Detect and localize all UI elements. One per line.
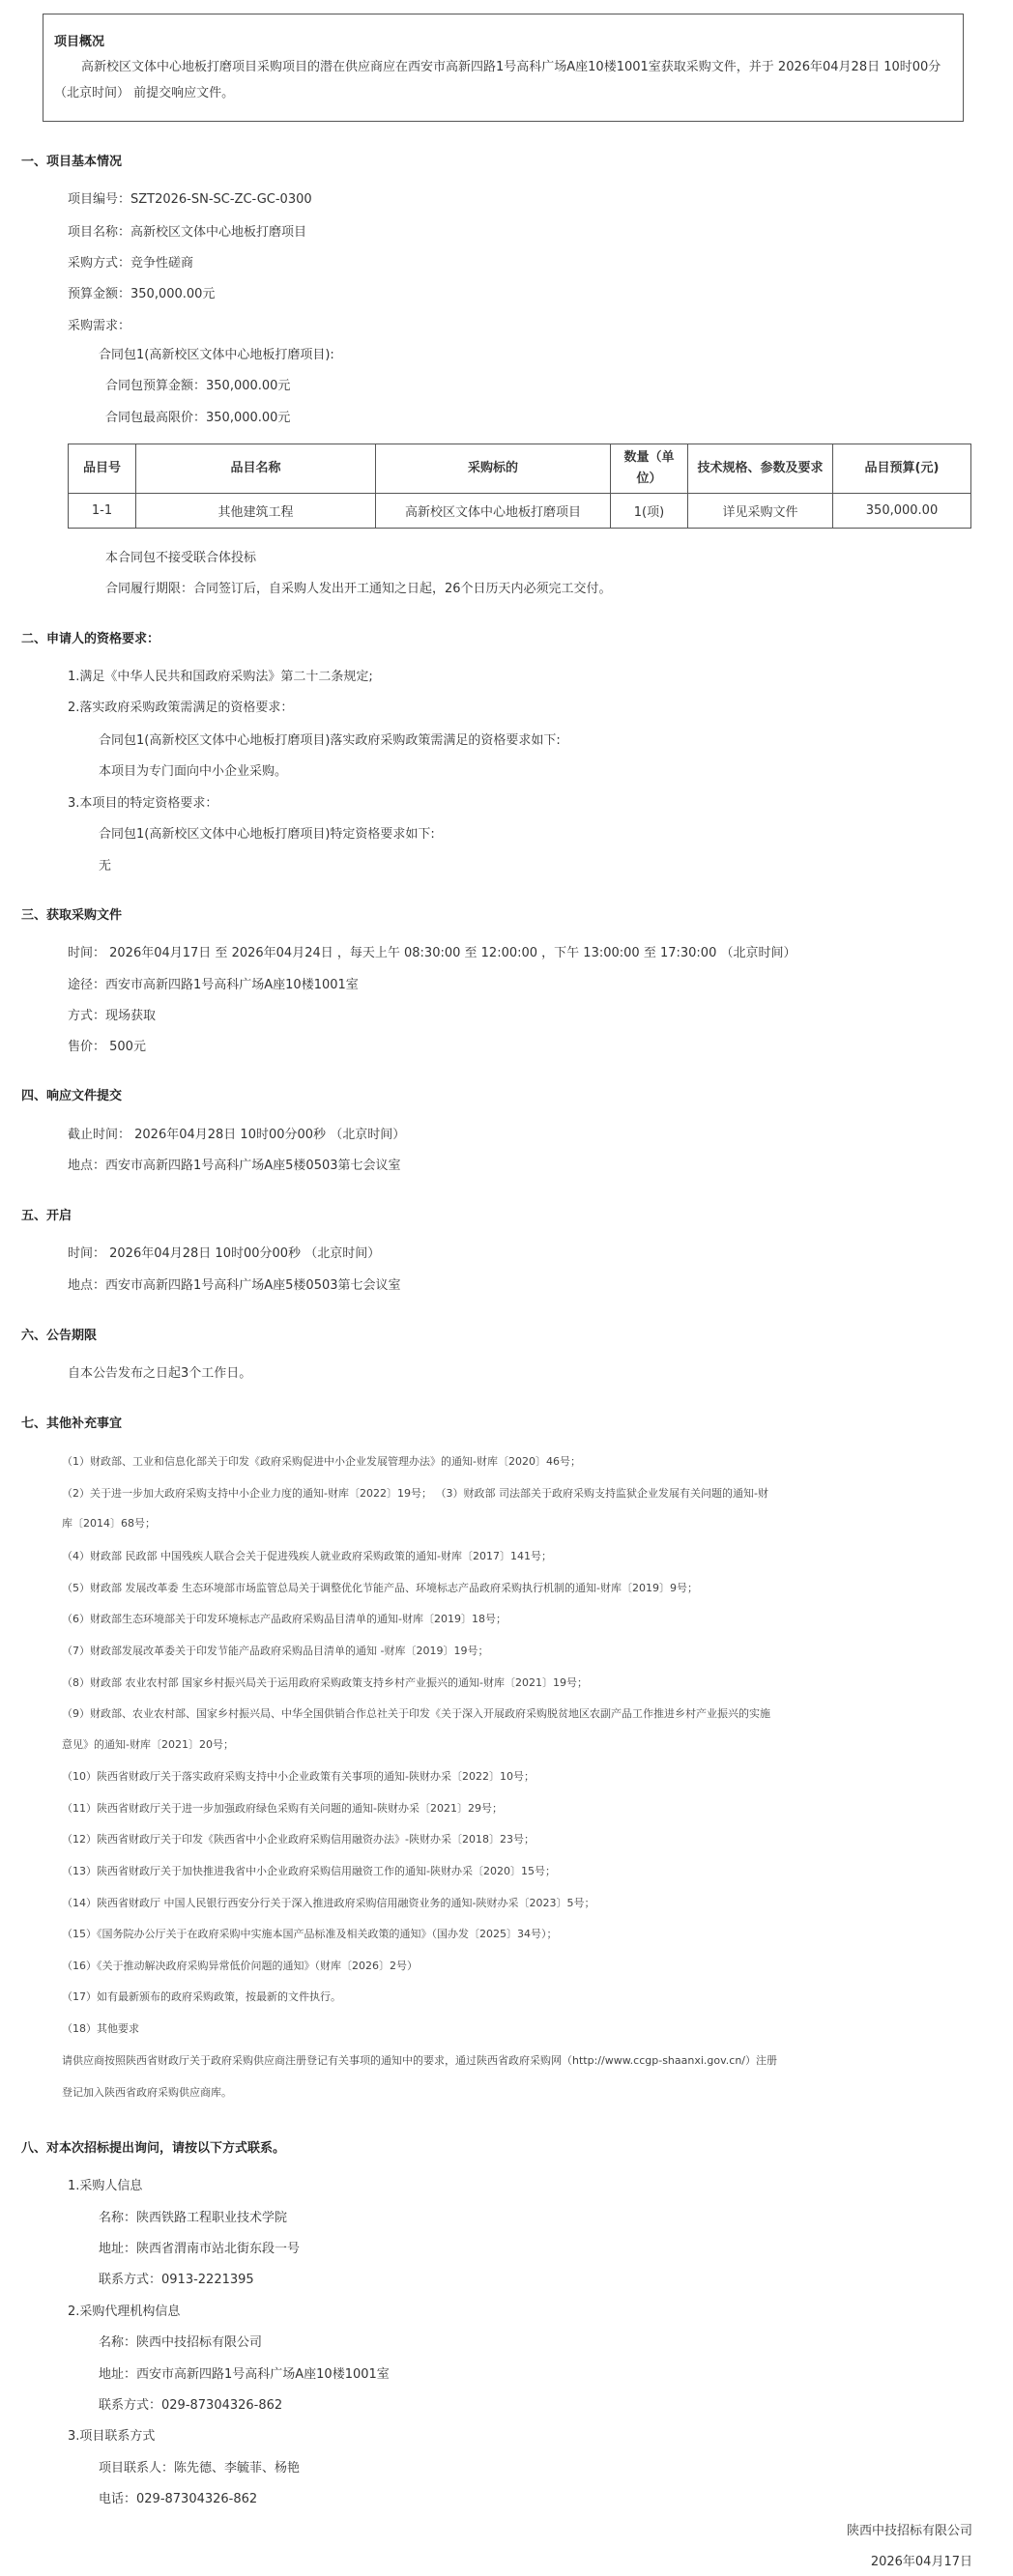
section-6-heading: 六、公告期限 bbox=[21, 1329, 98, 1343]
project-contact-person: 项目联系人：陈先德、李毓菲、杨艳 bbox=[99, 2461, 301, 2476]
policy-item: （18）其他要求 bbox=[62, 2022, 139, 2035]
table-header: 品目名称 bbox=[136, 444, 376, 494]
policy-item: （4）财政部 民政部 中国残疾人联合会关于促进残疾人就业政府采购政策的通知-财库〔2017〕141号； bbox=[62, 1550, 552, 1562]
policy-item: （7）财政部发展改革委关于印发节能产品政府采购品目清单的通知 -财库〔2019〕19号； bbox=[62, 1645, 489, 1657]
qualification-item-1: 1.满足《中华人民共和国政府采购法》第二十二条规定; bbox=[68, 670, 373, 684]
agency-name: 名称：陕西中技招标有限公司 bbox=[99, 2335, 263, 2350]
table-header: 技术规格、参数及要求 bbox=[688, 444, 833, 494]
project-number: 项目编号：SZT2026-SN-SC-ZC-GC-0300 bbox=[68, 192, 312, 207]
agency-phone: 联系方式：029-87304326-862 bbox=[99, 2398, 283, 2413]
table-cell: 1(项) bbox=[611, 494, 688, 529]
section-3-heading: 三、获取采购文件 bbox=[21, 908, 123, 923]
table-cell: 350,000.00 bbox=[833, 494, 971, 529]
overview-body: 高新校区文体中心地板打磨项目采购项目的潜在供应商应在西安市高新四路1号高科广场A座10楼1001室获取采购文件，并于 2026年04月28日 10时00分 （北京时间） 前提交响应文件。 bbox=[54, 60, 941, 100]
policy-item: （15）《国务院办公厅关于在政府采购中实施本国产品标准及相关政策的通知》（国办发〔2025〕34号）； bbox=[62, 1928, 558, 1940]
overview-title: 项目概况 bbox=[54, 35, 105, 49]
qualification-item-3: 3.本项目的特定资格要求： bbox=[68, 796, 218, 811]
table-header: 品目预算(元) bbox=[833, 444, 971, 494]
qualification-item-2-text: 本项目为专门面向中小企业采购。 bbox=[99, 764, 288, 779]
agency-address: 地址：西安市高新四路1号高科广场A座10楼1001室 bbox=[99, 2367, 390, 2382]
project-contact-phone: 电话：029-87304326-862 bbox=[99, 2492, 258, 2506]
table-cell: 详见采购文件 bbox=[688, 494, 833, 529]
submission-place: 地点：西安市高新四路1号高科广场A座5楼0503第七会议室 bbox=[68, 1159, 401, 1173]
project-name: 项目名称：高新校区文体中心地板打磨项目 bbox=[68, 225, 307, 240]
agency-info-title: 2.采购代理机构信息 bbox=[68, 2304, 181, 2319]
policy-item: （8）财政部 农业农村部 国家乡村振兴局关于运用政府采购政策支持乡村产业振兴的通知-财库〔2021〕19号； bbox=[62, 1676, 588, 1689]
buyer-info-title: 1.采购人信息 bbox=[68, 2179, 143, 2193]
policy-item: （17）如有最新颁布的政府采购政策，按最新的文件执行。 bbox=[62, 1990, 341, 2003]
lot-title: 合同包1(高新校区文体中心地板打磨项目): bbox=[99, 348, 334, 362]
no-consortium-note: 本合同包不接受联合体投标 bbox=[105, 551, 257, 565]
section-7-heading: 七、其他补充事宜 bbox=[21, 1417, 123, 1431]
table-cell: 其他建筑工程 bbox=[136, 494, 376, 529]
buyer-address: 地址：陕西省渭南市站北街东段一号 bbox=[99, 2242, 301, 2256]
policy-item: 请供应商按照陕西省财政厅关于政府采购供应商注册登记有关事项的通知中的要求，通过陕西省政府采购网（http://www.ccgp-shaanxi.gov.cn/）注册 bbox=[62, 2054, 778, 2067]
policy-item: （14）陕西省财政厅 中国人民银行西安分行关于深入推进政府采购信用融资业务的通知-陕财办采〔2023〕5号； bbox=[62, 1897, 595, 1909]
opening-time: 时间： 2026年04月28日 10时00分00秒 （北京时间） bbox=[68, 1246, 381, 1261]
qualification-item-2-lot: 合同包1(高新校区文体中心地板打磨项目)落实政府采购政策需满足的资格要求如下: bbox=[99, 733, 561, 748]
section-2-heading: 二、申请人的资格要求： bbox=[21, 632, 160, 646]
procurement-method: 采购方式：竞争性磋商 bbox=[68, 256, 194, 271]
buyer-name: 名称：陕西铁路工程职业技术学院 bbox=[99, 2211, 288, 2225]
table-row bbox=[69, 494, 971, 529]
table-cell: 1-1 bbox=[69, 494, 136, 529]
procurement-demand: 采购需求： bbox=[68, 319, 131, 333]
policy-item: （12）陕西省财政厅关于印发《陕西省中小企业政府采购信用融资办法》-陕财办采〔2018〕23号； bbox=[62, 1833, 535, 1846]
footer-organization: 陕西中技招标有限公司 bbox=[846, 2524, 972, 2538]
qualification-item-3-text: 无 bbox=[99, 859, 112, 873]
qualification-item-2: 2.落实政府采购政策需满足的资格要求： bbox=[68, 701, 294, 715]
policy-item: （9）财政部、农业农村部、国家乡村振兴局、中华全国供销合作总社关于印发《关于深入开展政府采购脱贫地区农副产品工作推进乡村产业振兴的实施 bbox=[62, 1707, 770, 1720]
buyer-phone: 联系方式：0913-2221395 bbox=[99, 2273, 254, 2287]
lot-max-price: 合同包最高限价：350,000.00元 bbox=[105, 411, 291, 425]
budget-amount: 预算金额：350,000.00元 bbox=[68, 287, 216, 301]
section-1-heading: 一、项目基本情况 bbox=[21, 155, 123, 169]
obtain-method: 方式：现场获取 bbox=[68, 1009, 157, 1023]
lot-items-table bbox=[68, 444, 971, 529]
project-contact-title: 3.项目联系方式 bbox=[68, 2429, 156, 2444]
policy-item: （10）陕西省财政厅关于落实政府采购支持中小企业政策有关事项的通知-陕财办采〔2022〕10号； bbox=[62, 1770, 535, 1783]
notice-period: 自本公告发布之日起3个工作日。 bbox=[68, 1366, 252, 1381]
policy-item: （16）《关于推动解决政府采购异常低价问题的通知》（财库〔2026〕2号） bbox=[62, 1960, 418, 1972]
obtain-time: 时间： 2026年04月17日 至 2026年04月24日 ，每天上午 08:30:00 至 12:00:00 ，下午 13:00:00 至 17:30:00 （北京时间） bbox=[68, 946, 796, 960]
submission-deadline: 截止时间： 2026年04月28日 10时00分00秒 （北京时间） bbox=[68, 1128, 406, 1142]
lot-budget: 合同包预算金额：350,000.00元 bbox=[105, 379, 291, 393]
table-header: 品目号 bbox=[69, 444, 136, 494]
opening-place: 地点：西安市高新四路1号高科广场A座5楼0503第七会议室 bbox=[68, 1278, 401, 1293]
policy-item: 意见》的通知-财库〔2021〕20号； bbox=[62, 1738, 234, 1751]
footer-date: 2026年04月17日 bbox=[870, 2555, 972, 2569]
section-5-heading: 五、开启 bbox=[21, 1209, 72, 1223]
table-header: 数量（单位） bbox=[611, 444, 688, 494]
qualification-item-3-lot: 合同包1(高新校区文体中心地板打磨项目)特定资格要求如下: bbox=[99, 827, 435, 842]
policy-item: （11）陕西省财政厅关于进一步加强政府绿色采购有关问题的通知-陕财办采〔2021〕29号； bbox=[62, 1802, 503, 1815]
document-price: 售价： 500元 bbox=[68, 1040, 146, 1054]
policy-item: 登记加入陕西省政府采购供应商库。 bbox=[62, 2086, 232, 2099]
policy-item: （2）关于进一步加大政府采购支持中小企业力度的通知-财库〔2022〕19号； （3）财政部 司法部关于政府采购支持监狱企业发展有关问题的通知-财 bbox=[62, 1487, 768, 1500]
policy-item: （13）陕西省财政厅关于加快推进我省中小企业政府采购信用融资工作的通知-陕财办采〔2020〕15号； bbox=[62, 1865, 556, 1877]
project-overview-box bbox=[43, 14, 964, 122]
obtain-place: 途径：西安市高新四路1号高科广场A座10楼1001室 bbox=[68, 978, 359, 992]
table-cell: 高新校区文体中心地板打磨项目 bbox=[376, 494, 611, 529]
policy-item: （6）财政部生态环境部关于印发环境标志产品政府采购品目清单的通知-财库〔2019〕18号； bbox=[62, 1613, 506, 1625]
table-header: 采购标的 bbox=[376, 444, 611, 494]
policy-item: （1）财政部、工业和信息化部关于印发《政府采购促进中小企业发展管理办法》的通知-财库〔2020〕46号； bbox=[62, 1455, 581, 1468]
policy-item: （5）财政部 发展改革委 生态环境部市场监管总局关于调整优化节能产品、环境标志产品政府采购执行机制的通知-财库〔2019〕9号； bbox=[62, 1582, 698, 1594]
section-8-heading: 八、对本次招标提出询问，请按以下方式联系。 bbox=[21, 2141, 286, 2156]
policy-item: 库〔2014〕68号； bbox=[62, 1517, 156, 1530]
section-4-heading: 四、响应文件提交 bbox=[21, 1089, 123, 1103]
contract-period: 合同履行期限：合同签订后，自采购人发出开工通知之日起，26个日历天内必须完工交付。 bbox=[105, 582, 612, 596]
table-header-row bbox=[69, 444, 971, 494]
